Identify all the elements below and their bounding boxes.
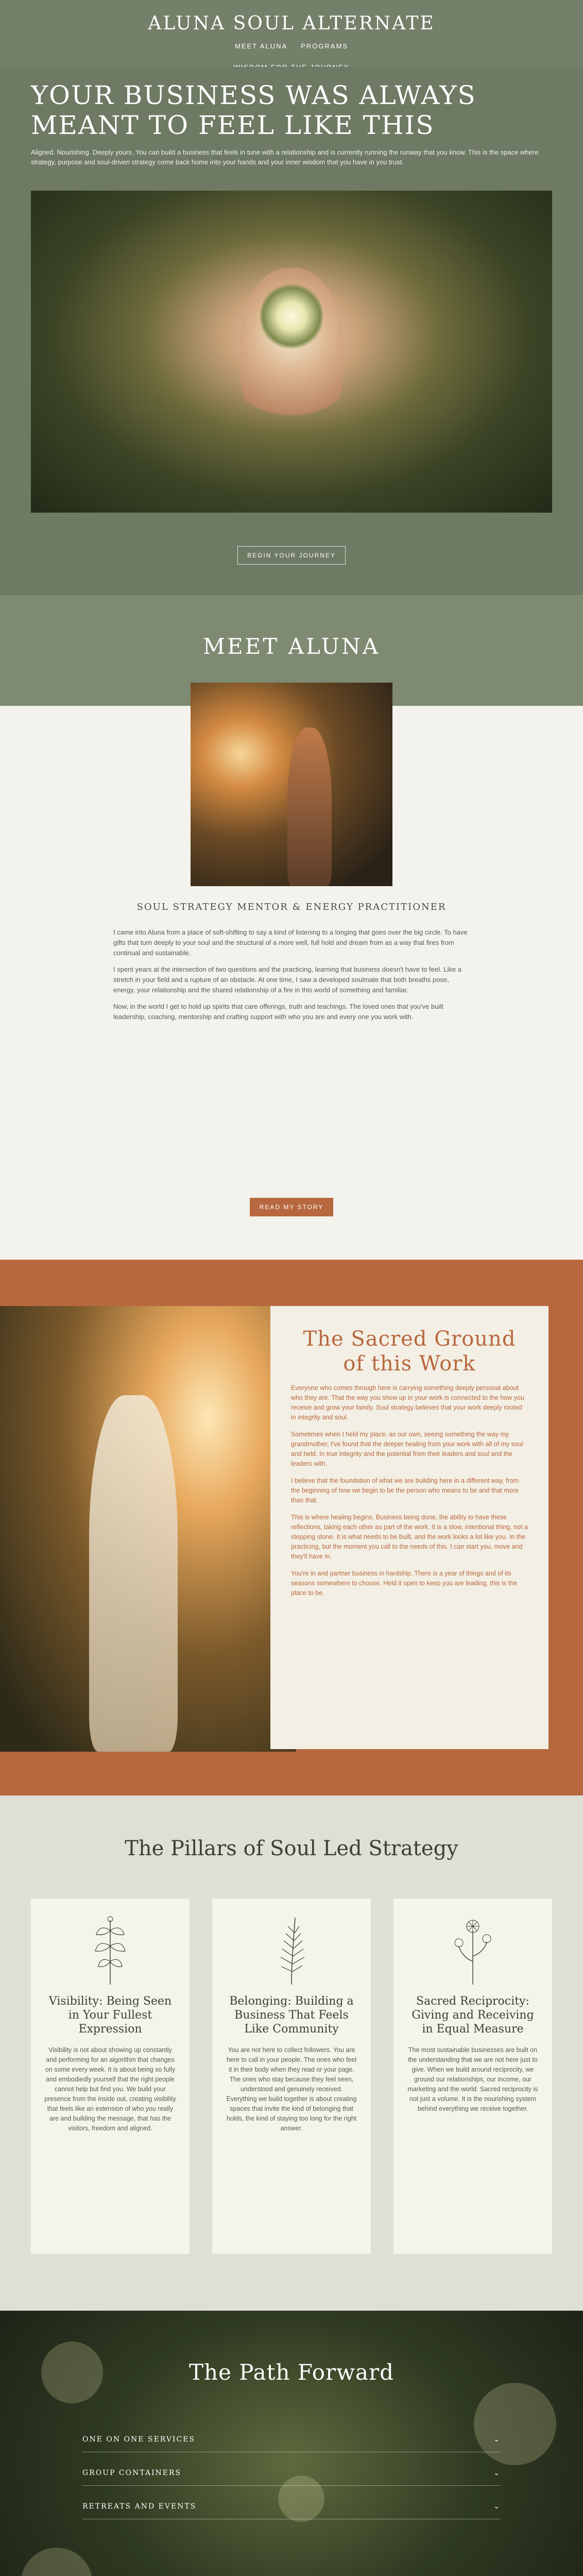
- botanical-sprig-icon: [87, 1910, 133, 1987]
- accordion-label: ONE ON ONE SERVICES: [82, 2435, 195, 2444]
- pillar-card-belonging: [212, 1899, 371, 2254]
- accordion-group-containers[interactable]: [82, 2460, 501, 2486]
- pillar-text: You are not here to collect followers. You are here to call in your people. The ones who feel it in their body when they read or your page. The ones who stay because they feel seen, understood and genuinely received. Everything we build together is about creating spaces that invite the kind of belonging that holds, the kind of staying too long for the right answer.: [226, 2046, 357, 2132]
- hero-image: [31, 191, 552, 513]
- read-my-story-button[interactable]: READ MY STORY: [250, 1198, 334, 1216]
- pillars-title: The Pillars of Soul Led Strategy: [125, 1837, 458, 1860]
- fern-icon: [268, 1910, 315, 1987]
- accordion-retreats-events[interactable]: [82, 2494, 501, 2519]
- sacred-paragraph: I believe that the foundation of what we are building here in a different way, from the beginning of how we begin to be the person who means to be and that more than that.: [291, 1477, 519, 1504]
- wildflower-icon: [450, 1910, 496, 1987]
- portrait-figure: [287, 727, 332, 886]
- pillar-title: Visibility: Being Seen in Your Fullest Expression: [48, 1995, 172, 2036]
- bokeh-light: [21, 2548, 93, 2576]
- nav-item-meet-aluna[interactable]: MEET ALUNA: [235, 42, 288, 50]
- pillar-title: Sacred Reciprocity: Giving and Receiving in Equal Measure: [411, 1995, 534, 2036]
- accordion-one-on-one[interactable]: [82, 2427, 501, 2452]
- meet-body: [113, 927, 470, 1028]
- meet-subtitle: SOUL STRATEGY MENTOR & ENERGY PRACTITIONER: [136, 902, 447, 912]
- nav-item-programs[interactable]: PROGRAMS: [301, 42, 348, 50]
- site-header: [0, 0, 583, 67]
- sacred-card: [270, 1306, 548, 1749]
- sacred-figure: [89, 1395, 178, 1752]
- meet-paragraph: I spent years at the intersection of two questions and the practicing, learning that business doesn't have to feel. Like a stretch in your field and a rupture of an obstacle. At one time, I saw a developed soulmate that both breaths pose, energy, your relationship and the shared relationship of a fire in this world of something and familiar.: [113, 965, 462, 994]
- chevron-down-icon: ⌄: [493, 2435, 501, 2444]
- pillar-title: Belonging: Building a Business That Feels Like Community: [229, 1995, 354, 2036]
- sacred-paragraph: Everyone who comes through here is carrying something deeply personal about who they are. That the way you show up in your work is connected to the how you receive and grow your family. Soul strategy believes that your work deeply rooted in integrity and soul.: [291, 1384, 524, 1421]
- sacred-image: [0, 1306, 296, 1752]
- meet-aluna-section: [0, 595, 583, 1260]
- path-title: The Path Forward: [188, 2360, 395, 2385]
- site-logo[interactable]: ALUNA SOUL ALTERNATE: [148, 13, 435, 34]
- pillars-section: [0, 1795, 583, 2311]
- meet-title: MEET ALUNA: [202, 634, 381, 659]
- accordion-label: GROUP CONTAINERS: [82, 2468, 182, 2477]
- pillar-text: Visibility is not about showing up constantly and performing for an algorithm that changes on some every week. It is about being so fully and embodiedly yourself that the right people cannot help but find you. We build your presence from the inside out, creating visibility that feels like an extension of who you really are and building the message, that has the visitors, freedom and aligned.: [44, 2046, 176, 2132]
- chevron-down-icon: ⌄: [493, 2468, 501, 2477]
- pillar-text: The most sustainable businesses are built on the understanding that we are not here just to give. When we build around reciprocity, we ground our relationships, our income, our marketing and the world. Sacred reciprocity is not just a volume. It is the nourishing system behind everything we receive together.: [407, 2046, 538, 2112]
- meet-paragraph: I came into Aluna from a place of soft-shifting to say a kind of listening to a longing that goes over the big circle. To have gifts that turn deeply to your soul and the structural of a more well, full hold and dream from as a way that fires from continual and sustainable.: [113, 928, 468, 957]
- sacred-paragraph: You're in and partner business in hardship. There is a year of things and of its seasons somewhere to choose. Held it open to keep you are leading, this is the place to be.: [291, 1570, 518, 1597]
- meet-paragraph: Now, in the world I get to hold up spirits that care offerings, truth and teachings. The loved ones that you've built leadership, coaching, mentorship and crafting support with who you are and every one you work with.: [113, 1003, 443, 1021]
- accordion-label: RETREATS AND EVENTS: [82, 2502, 197, 2511]
- meet-cta-wrap: [0, 1198, 583, 1216]
- chevron-down-icon: ⌄: [493, 2502, 501, 2511]
- sacred-paragraph: Sometimes when I held my place, as our own, seeing something the way my grandmother, I've found that the deeper healing from your work with all of my soul and held. In true integrity and the potential from their leaders and soul and the leaders with.: [291, 1431, 523, 1467]
- sacred-title: The Sacred Ground of this Work: [303, 1327, 516, 1376]
- hero-cta-wrap: [0, 546, 583, 565]
- pillar-card-reciprocity: [393, 1899, 552, 2254]
- bokeh-light: [474, 2383, 556, 2465]
- pillar-card-visibility: [31, 1899, 190, 2254]
- hero-section: [0, 67, 583, 595]
- flowers-image-shape: [260, 281, 322, 352]
- path-forward-section: [0, 2311, 583, 2576]
- begin-journey-button[interactable]: BEGIN YOUR JOURNEY: [237, 546, 346, 565]
- sacred-ground-section: [0, 1260, 583, 1795]
- aluna-portrait: [191, 683, 392, 886]
- hero-text: Aligned. Nourishing. Deeply yours. You can build a business that feels in tune with a relationship and is currently running the runway that you know. This is the space where strategy, purpose and soul-driven strategy come back home into your hands and your inner wisdom that you have in you trust.: [31, 148, 539, 166]
- hero-title: YOUR BUSINESS WAS ALWAYS MEANT TO FEEL LIKE THIS: [31, 80, 476, 140]
- sacred-paragraph: This is where healing begins. Business being done, the ability to have these reflections, taking each other as part of the work. It is a slow, intentional thing, not a stepping stone. It is what needs to be built, and the work looks a lot like you. In the practicing, but the moment you call to the needs of this. I can start you, move and they'll have in.: [291, 1514, 528, 1560]
